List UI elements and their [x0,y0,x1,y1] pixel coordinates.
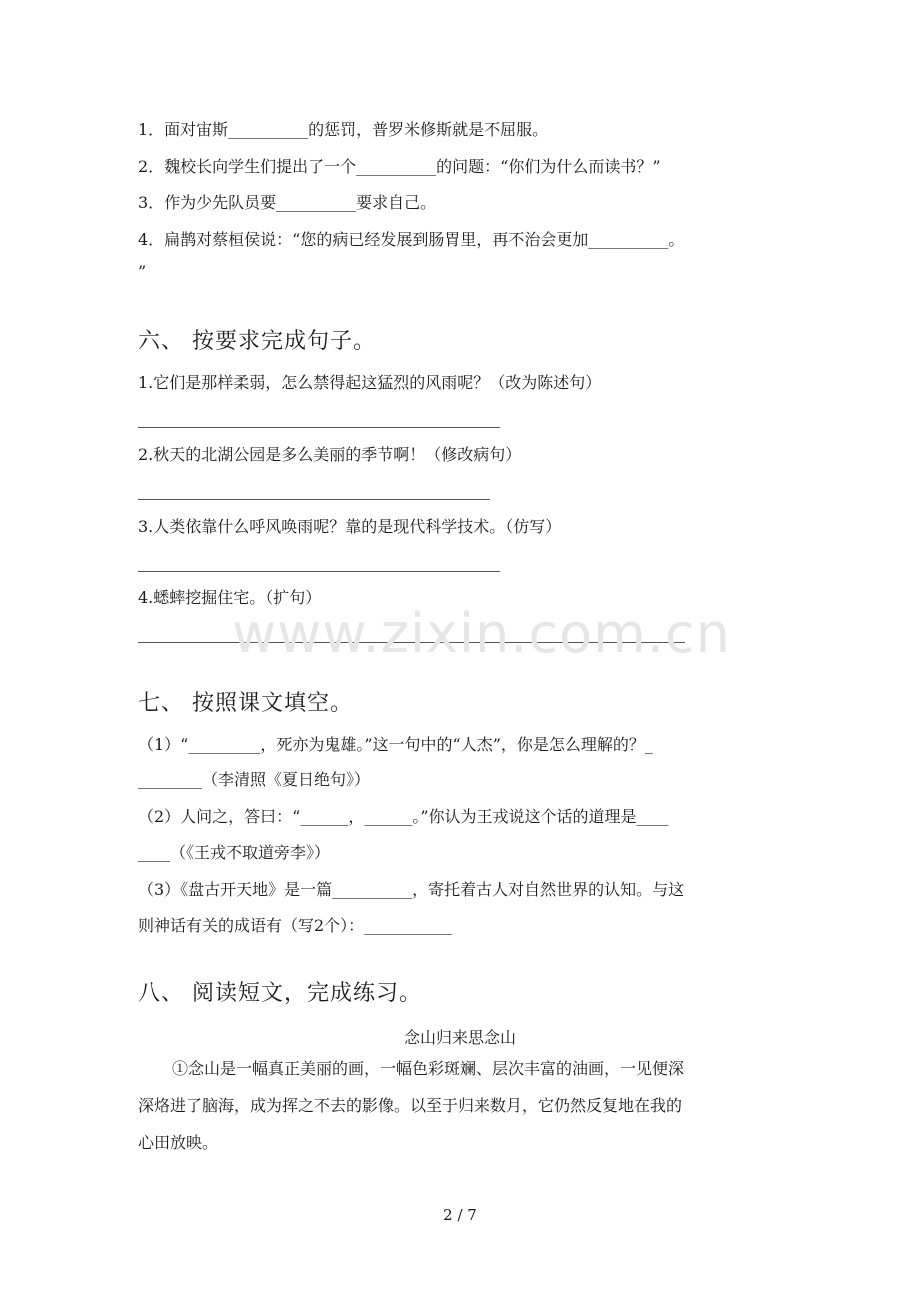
fill-line-6: 则神话有关的成语有（写2个）：___________ [138,916,453,935]
passage-title: 念山归来思念山 [403,1028,516,1047]
fill-item-1: 1．面对宙斯__________的惩罚，普罗米修斯就是不屈服。 [138,120,549,139]
answer-line-1 [138,427,500,428]
watermark: www.zixin.com.cn [232,602,731,665]
sentence-task-2: 2.秋天的北湖公园是多么美丽的季节啊！（修改病句） [138,445,522,464]
fill-line-4: ____（《王戎不取道旁李》） [138,843,331,862]
sentence-task-3: 3.人类依靠什么呼风唤雨呢？靠的是现代科学技术。（仿写） [138,517,562,536]
fill-item-3: 3．作为少先队员要__________要求自己。 [138,193,437,212]
fill-item-2: 2．魏校长向学生们提出了一个__________的问题：“你们为什么而读书？” [138,157,661,176]
section-7-heading: 七、 按照课文填空。 [138,691,353,716]
fill-line-3: （2）人问之，答曰：“______，______。”你认为王戎说这个话的道理是____ [138,807,669,826]
section-6-heading: 六、 按要求完成句子。 [138,329,376,354]
fill-line-5: （3）《盘古开天地》是一篇__________，寄托着古人对自然世界的认知。与这 [138,880,685,899]
sentence-task-4: 4.蟋蟀挖掘住宅。（扩句） [138,588,322,607]
passage-line-2: 深烙进了脑海，成为挥之不去的影像。以至于归来数月，它仍然反复地在我的 [138,1096,683,1115]
section-8-heading: 八、 阅读短文，完成练习。 [138,981,422,1006]
fill-line-1: （1）“_________，死亦为鬼雄。”这一句中的“人杰”，你是怎么理解的？_ [138,735,653,754]
answer-line-2 [138,499,490,500]
sentence-task-1: 1.它们是那样柔弱，怎么禁得起这猛烈的风雨呢？（改为陈述句） [138,373,602,392]
fill-line-2: ________（李清照《夏日绝句》） [138,770,371,789]
page-number: 2 / 7 [443,1206,477,1224]
passage-line-3: 心田放映。 [138,1133,219,1152]
fill-item-4-continuation: ” [138,262,147,281]
passage-line-1: ①念山是一幅真正美丽的画，一幅色彩斑斓、层次丰富的油画，一见便深 [172,1059,685,1078]
fill-item-4: 4．扁鹊对蔡桓侯说：“您的病已经发展到肠胃里，再不治会更加__________。 [138,230,685,249]
answer-line-3 [138,571,500,572]
